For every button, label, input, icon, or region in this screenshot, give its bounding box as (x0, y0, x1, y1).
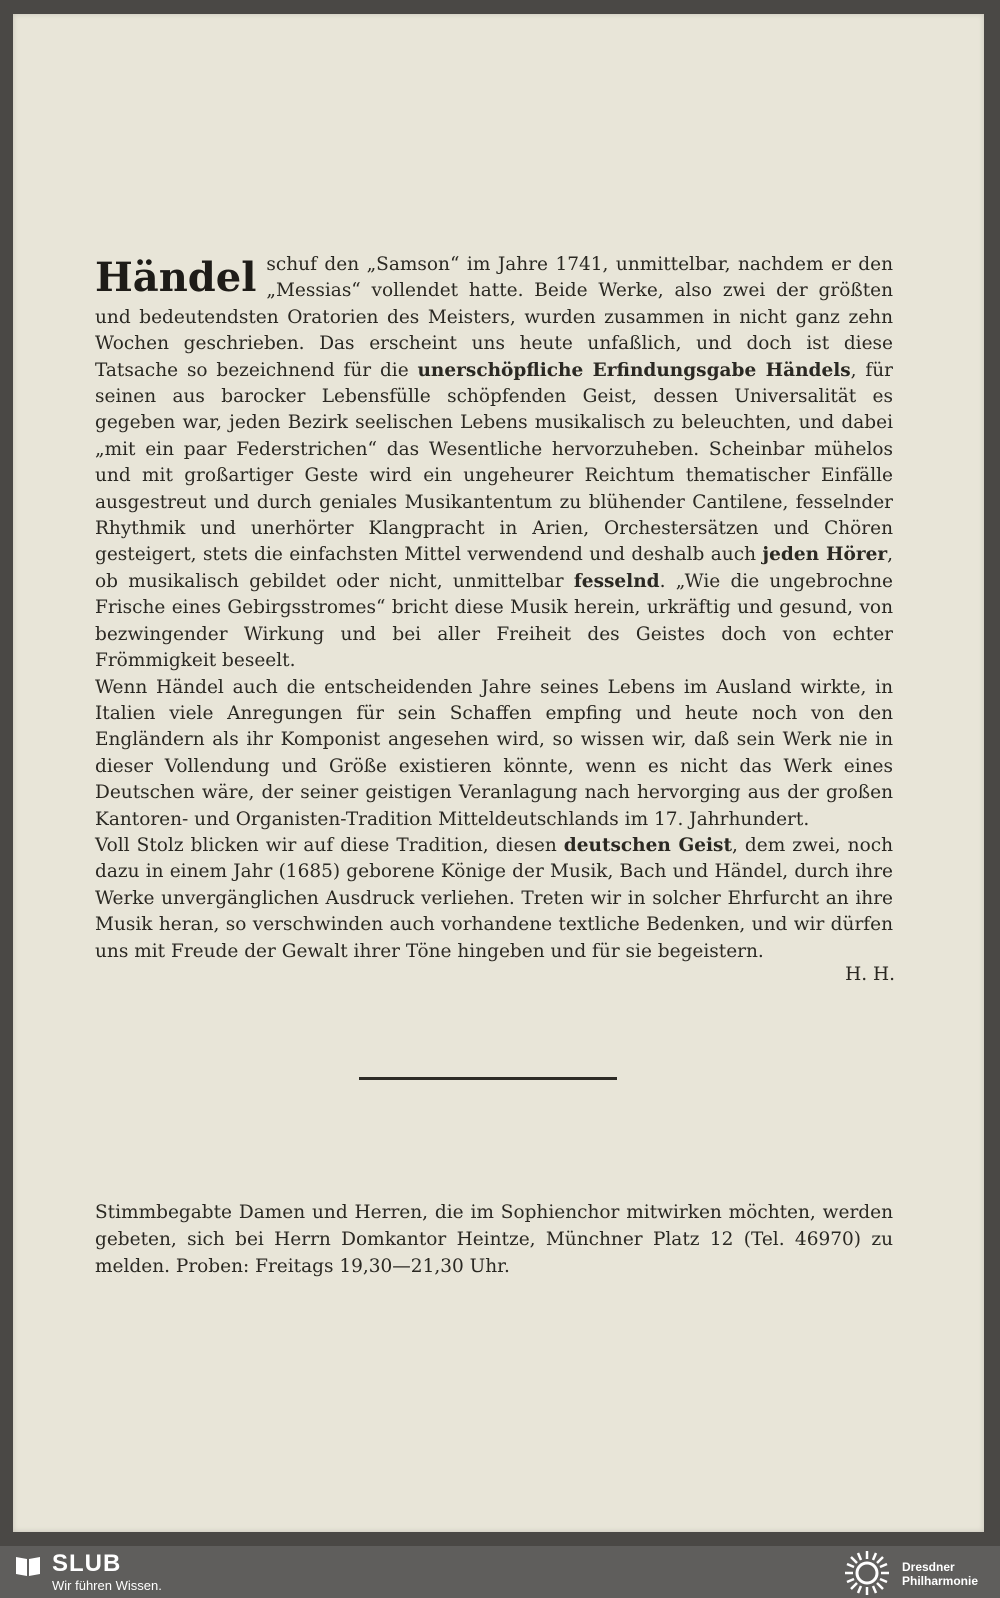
partner-name: Dresdner Philharmonie (902, 1560, 979, 1588)
signature: H. H. (845, 964, 895, 985)
book-icon (14, 1554, 42, 1578)
slub-tagline: Wir führen Wissen. (52, 1578, 162, 1593)
slub-logo-text[interactable]: SLUB (52, 1550, 122, 1577)
choir-notice: Stimmbegabte Damen und Herren, die im Sophienchor mitwirken möchten, werden gebeten, sich bei Herrn Domkantor Heintze, Münchner Platz 12 (Tel. 46970) zu melden. Proben: Freitags 19,30—21,30 Uhr. (95, 1202, 893, 1277)
article-body (95, 252, 893, 965)
divider-rule (359, 1077, 617, 1080)
sunburst-logo-icon[interactable] (842, 1548, 892, 1598)
footer-bar (0, 1546, 1000, 1598)
drop-word: Händel (95, 254, 257, 301)
document-page (13, 14, 984, 1532)
paragraph-2: Wenn Händel auch die entscheidenden Jahre seines Lebens im Ausland wirkte, in Italien viele Anregungen für sein Schaffen empfing und heute noch von den Engländern als ihr Komponist angesehen wird, so wissen wir, daß sein Werk nie in dieser Vollendung und Größe existieren könnte, wenn es nicht das Werk eines Deutschen wäre, der seiner geistigen Veranlagung nach hervorging aus der großen Kantoren- und Organisten-Tradition Mitteldeutschlands im 17. Jahrhundert. (95, 676, 893, 830)
paragraph-1: Händel schuf den „Samson“ im Jahre 1741, unmittelbar, nachdem er den „Messias“ vollendet hatte. Beide Werke, also zwei der größten und bedeutendsten Oratorien des Meisters, wurden zusammen in nicht ganz zehn Wochen geschrieben. Das erscheint uns heute unfaßlich, und doch ist diese Tatsache so bezeichnend für die unerschöpfliche Erfindungsgabe Händels, für seinen aus barocker Lebensfülle schöpfenden Geist, dessen Universalität es gegeben war, jeden Bezirk seelischen Lebens musikalisch zu beleuchten, und dabei „mit ein paar Federstrichen“ das Wesentliche hervorzuheben. Scheinbar mühelos und mit großartiger Geste wird ein ungeheurer Reichtum thematischer Einfälle ausgestreut und durch geniales Musikantentum zu blühender Cantilene, fesselnder Rhythmik und unerhörter Klangpracht in Arien, Orchestersätzen und Chören gesteigert, stets die einfachsten Mittel verwendend und deshalb auch jeden Hörer, ob musikalisch gebildet oder nicht, unmittelbar fesselnd. „Wie die ungebrochne Frische eines Gebirgsstromes“ bricht diese Musik herein, urkräftig und gesund, von bezwingender Wirkung und bei aller Freiheit des Geistes doch von echter Frömmigkeit beseelt. (95, 254, 894, 672)
paragraph-3: Voll Stolz blicken wir auf diese Tradition, diesen deutschen Geist, dem zwei, noch dazu in einem Jahr (1685) geborene Könige der Musik, Bach und Händel, durch ihre Werke unvergänglichen Ausdruck verliehen. Treten wir in solcher Ehrfurcht an ihre Musik heran, so verschwinden auch vorhandene textliche Bedenken, und wir dürfen uns mit Freude der Gewalt ihrer Töne hingeben und für sie begeistern. (95, 834, 893, 962)
